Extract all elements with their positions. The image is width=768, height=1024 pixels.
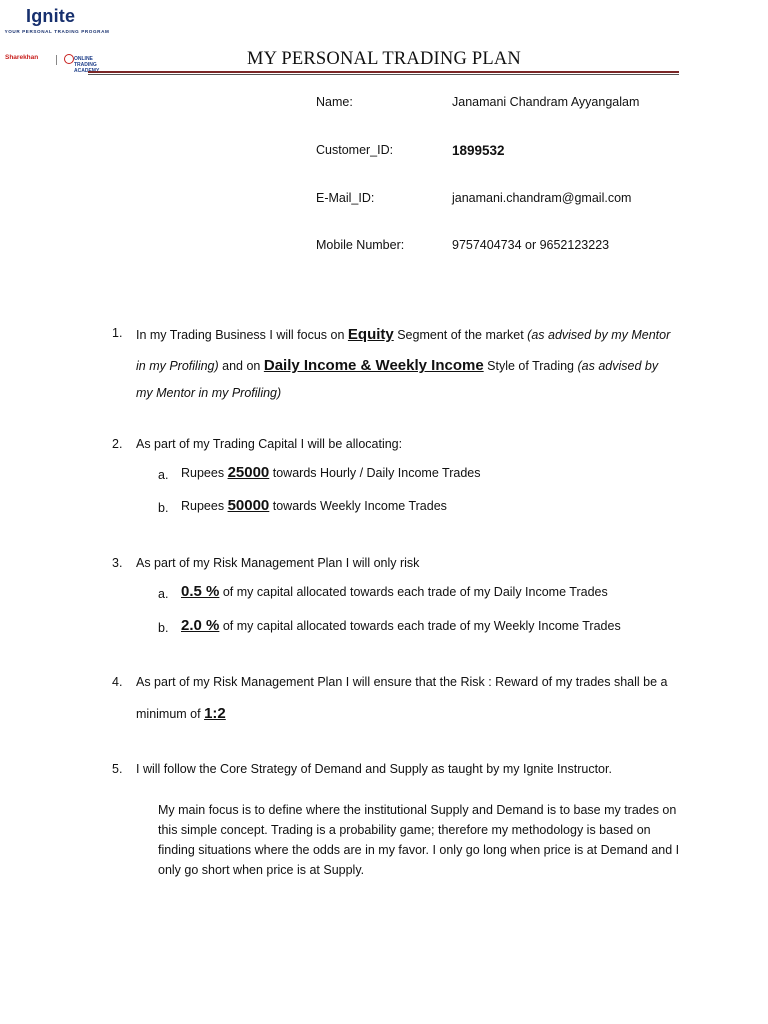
info-value: 9757404734 or 9652123223 (452, 238, 610, 252)
info-label: Mobile Number: (316, 238, 405, 252)
item-text: and on (218, 359, 264, 373)
strategy-paragraph: My main focus is to define where the institutional Supply and Demand is to base my trades on this simple concept. Trading is a probability game; therefore my methodology is based on finding situations where the odds are in my favor. I only go long when price is at Demand and I only go short when price is at Supply. (158, 803, 680, 877)
item-note: (as advised by my Mentor (527, 328, 671, 342)
item-1-line-1 (136, 326, 670, 343)
info-value: 1899532 (452, 143, 505, 158)
sub-item-letter: b. (158, 621, 169, 635)
info-label: Name: (316, 95, 353, 109)
title-rule (88, 71, 679, 75)
info-label: Customer_ID: (316, 143, 394, 157)
info-row-email (316, 191, 716, 211)
info-row-mobile (316, 238, 716, 258)
item-text: As part of my Risk Management Plan I will only risk (136, 556, 420, 570)
item-text: towards Weekly Income Trades (269, 499, 447, 513)
info-value: Janamani Chandram Ayyangalam (452, 95, 640, 109)
item-text: As part of my Risk Management Plan I will ensure that the Risk : Reward of my trades shall be a (136, 675, 668, 689)
item-text: of my capital allocated towards each trade of my Daily Income Trades (219, 585, 608, 599)
item-number: 4. (112, 675, 123, 689)
item-number: 5. (112, 762, 123, 776)
amount: 25000 (227, 464, 270, 481)
info-label: E-Mail_ID: (316, 191, 375, 205)
item-number: 1. (112, 326, 123, 340)
item-emphasis: Daily Income & Weekly Income (263, 357, 484, 374)
risk-reward-ratio: 1:2 (204, 705, 226, 722)
logo-partner: ONLINE TRADING ACADEMY (74, 56, 100, 74)
item-note: (as advised by (577, 359, 659, 373)
item-text: I will follow the Core Strategy of Demand and Supply as taught by my Ignite Instructor. (136, 762, 612, 776)
item-note: in my Profiling) (136, 359, 219, 373)
item-emphasis: Equity (347, 326, 394, 343)
logo-sponsor: Sharekhan (5, 54, 39, 61)
percentage: 2.0 % (181, 617, 220, 634)
sub-item-letter: b. (158, 501, 169, 515)
item-text: In my Trading Business I will focus on (136, 328, 348, 342)
info-value: janamani.chandram@gmail.com (452, 191, 632, 205)
amount: 50000 (227, 497, 270, 514)
item-text: towards Hourly / Daily Income Trades (269, 466, 481, 480)
sub-item-text (181, 464, 480, 481)
item-text: Rupees (181, 466, 228, 480)
item-text: Segment of the market (393, 328, 528, 342)
sub-item-text (181, 583, 608, 600)
item-text: of my capital allocated towards each trade of my Weekly Income Trades (219, 619, 621, 633)
item-number: 2. (112, 437, 123, 451)
sub-item-letter: a. (158, 587, 169, 601)
percentage: 0.5 % (181, 583, 220, 600)
item-1-line-2 (136, 357, 658, 374)
page-title: MY PERSONAL TRADING PLAN (247, 49, 521, 69)
sub-item-text (181, 497, 447, 514)
logo-tagline: YOUR PERSONAL TRADING PROGRAM (4, 29, 110, 34)
sub-item-text (181, 617, 621, 634)
item-4-line-2 (136, 705, 226, 722)
item-text: As part of my Trading Capital I will be allocating: (136, 437, 403, 451)
sub-item-letter: a. (158, 468, 169, 482)
item-text: Style of Trading (483, 359, 578, 373)
item-number: 3. (112, 556, 123, 570)
item-text: minimum of (136, 707, 205, 721)
info-row-customer-id (316, 143, 716, 163)
info-row-name (316, 95, 716, 115)
item-text: Rupees (181, 499, 228, 513)
item-1-line-3: my Mentor in my Profiling) (136, 386, 282, 400)
logo-name: Ignite (26, 6, 76, 26)
